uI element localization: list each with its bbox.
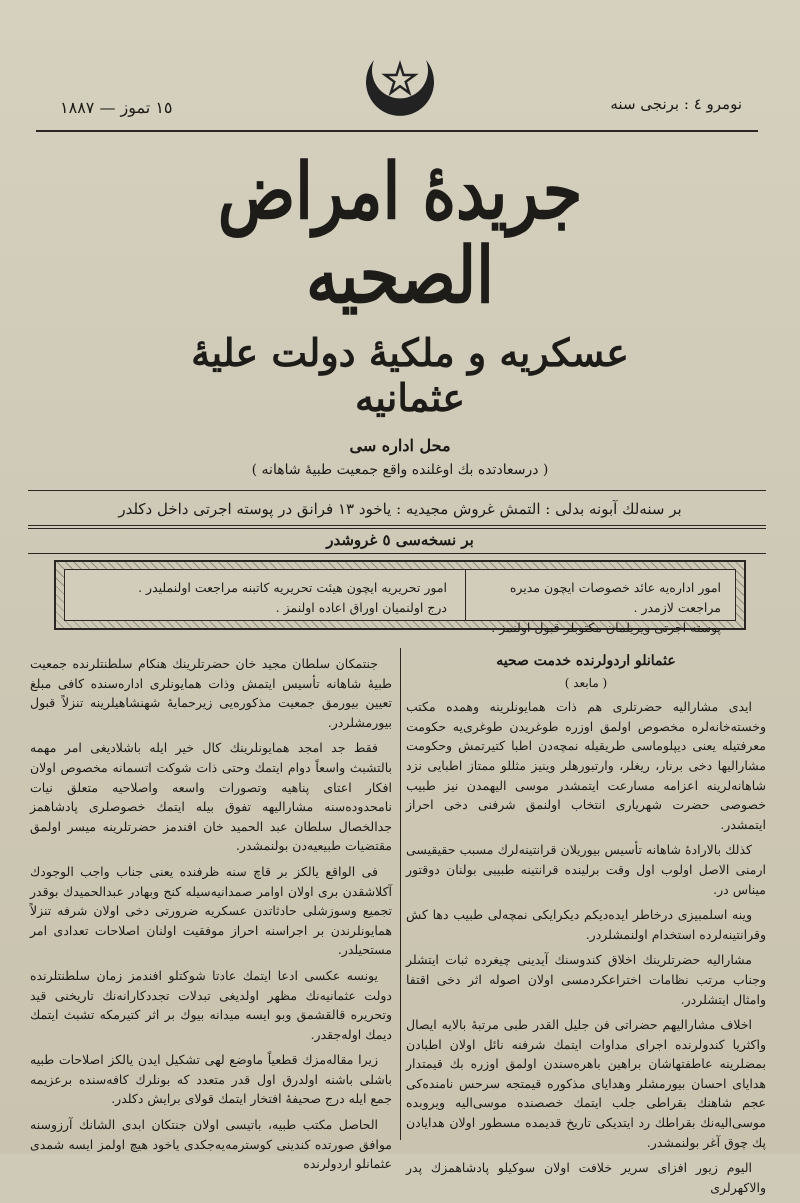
notice-left: [77, 578, 447, 618]
header-rule: [36, 130, 758, 132]
article-paragraph: یونسه عکسی ادعا ایتمك عادتا شوکتلو افندمز زمان سلطنتلرنده دولت عثمانیه‌نك مظهر اولدیغی تبدلات تجددکارانه‌نك تاریخنی قید وتحریره قالقشمق وبو ایسه میدانه بیوك بر اثر کتیرمکه تشبث ایتمك دیمك اوله‌جقدر.: [30, 967, 392, 1042]
notice-text: درج اولنمیان اوراق اعاده اولنمز .: [275, 600, 447, 615]
article-paragraph: جنتمکان سلطان مجید خان حضرتلرینك هنکام سلطنتلرنده جمعیت طبیۀ شاهانه تأسیس ایتمش وذات همایونلری اداره‌سنده کافی مبلغ تعیین بیورمق جمعیت مذکوره‌یی زیرحمایۀ شهنشاهیلرینه تنزلاً قبول بیورمشلردر.: [30, 656, 392, 730]
article-paragraph: فقط جد امجد همایونلرینك کال خیر ایله باشلادیغی امر مهمه بالتشبث واسعاً دوام ایتمك وحتی ذات شوکت اتسمانه مخصوص اولان افکار اعتای پناهیه وتصورات واسعه واصلاحیه متعلق نیات نامحدوده‌سنه مشارالیهه تفوق بیله ایتمك خصوصلری پادشاهمز جدالخصال سلطان عبد الحمید خان افندمز حضرتلرینه میسر اولمق مقتضیات طبیعیه‌دن بولنمشدر.: [30, 740, 392, 854]
article-paragraph: زیرا مقاله‌مزك قطعیاً ماوضع لهی تشکیل ایدن یالکز اصلاحات طبیه باشلی باشنه اولدرق اول قدر متعدد که بونلرك کافه‌سنده برعزیمه جمع ایله درج صحیفۀ افتخار ایتمك قولای برایش دکلدر.: [30, 1052, 392, 1107]
article-heading: عثمانلو اردولرنده خدمت صحیه: [496, 653, 676, 669]
crescent-star-emblem: [362, 50, 438, 120]
divider-rule: [28, 490, 766, 491]
issue-price: بر نسخه‌سی ٥ غروشدر: [326, 531, 474, 549]
article-left-column: [30, 654, 392, 1180]
newspaper-title: جریدۀ امراض الصحیه: [217, 146, 583, 322]
article-paragraph: فی الواقع یالکز بر قاچ سنه ظرفنده یعنی جناب واجب الوجودك آکلاشقدن بری اولان اوامر صمدانیه‌سیله کنج وبهادر عبدالحمیدك بوقدر تجمیع وسوزشلی حادثاتدن عسکریه ضرورتی دخی اولان شرفه تنزلاً همایونلرندن بر اجراسنه احراز موفقیت اولنان اصلاحات تعدادی امر مستحیلدر.: [30, 863, 392, 958]
article-subheading: ( مابعد ): [564, 675, 608, 690]
article-paragraph: كذلك بالارادۀ شاهانه تأسیس بیوریلان قرانتینه‌لرك مسبب حقیقیسی ارمنی الاصل اولوب اول وقت برلینده قرانتینه طبیبی بولنان دوقتور میناس در.: [406, 842, 766, 897]
divider-rule: [28, 528, 766, 529]
article-paragraph: الیوم زیور افزای سریر خلافت اولان سوکیلو پادشاهمزك پدر والاکهرلری: [406, 1160, 766, 1195]
issue-date: ١٥ تموز — ١٨٨٧: [60, 98, 173, 117]
subscription-terms: بر سنه‌لك آبونه بدلی : التمش غروش مجیدیه : یاخود ١٣ فرانق در پوسته اجرتی داخل دكلدر: [118, 500, 682, 518]
notice-text: امور اداره‌یه عائد خصوصات ایچون مدیره مراجعت لازمدر .: [509, 580, 721, 615]
notice-text: پوسته اجرتی ویریلمان مکتوبلر قبول اولنمز .: [491, 620, 721, 635]
office-address: ( درسعادتده بك اوغلنده واقع جمعیت طبیۀ شاهانه ): [251, 462, 549, 478]
notice-box: [54, 560, 746, 635]
notice-text: امور تحریریه ایچون هیئت تحریریه كاتبنه مراجعت اولنملیدر .: [138, 580, 447, 595]
article-right-column: [406, 652, 766, 1203]
notice-divider: [465, 570, 466, 620]
article-paragraph: الحاصل مکتب طبیه، باتیسی اولان جنتکان ابدی الشانك آرزوسنه موافق صورتده کندینی کوسترمه‌یه‌جکدی یاخود هیچ اولمز ایسه شمدی عثمانلو اردولرنده: [30, 1117, 392, 1172]
article-paragraph: وینه اسلمبیزی درخاطر ایده‌دیکم دیکرایکی نمچه‌لی طبیب دها کش وقرانتینه‌لرده استخدام اولنمشلردر.: [406, 907, 766, 942]
divider-rule: [28, 553, 766, 554]
notice-box-inner: [64, 569, 736, 635]
newspaper-subtitle: عسکریه و ملکیۀ دولت علیۀ عثمانیه: [191, 330, 629, 420]
notice-right: [471, 578, 721, 638]
article-paragraph: مشارالیه حضرتلرینك اخلاق کندوسنك آیدینی چیغرده ثبات ایتشلر وجناب مرتب نظامات اختراعکردمسی اولان اصوله اثر دخی اقتفا وامثال ایتشلردر.: [406, 952, 766, 1007]
article-paragraph: ایدی مشارالیه حضرتلری هم ذات همایونلرینه وهمده مکتب وخسته‌خانه‌لره مخصوص اولمق اوزره طوغریدن طوغری‌یه حکومت معرفتیله یعنی دیپلوماسی طریقیله نمچه‌دن اطبا کتیرتمش وحکومت مشارالیها دخی برنار، ریغلر، وارتبورهلر وینیز مثللو ممتاز اطبایی نزد شاهانه‌لرینه اعزامه مسارعت ایتمشدر موسی الیهمدن نیز طبیب خصوصی حضرت شهریاری انتخاب اولنمق شرفنی دخی احراز ایتمشدر.: [406, 699, 766, 832]
issue-number: نومرو ٤ : برنجی سنه: [610, 95, 742, 113]
office-title: محل اداره سی: [349, 436, 451, 455]
column-divider: [400, 648, 401, 1140]
divider-rule: [28, 525, 766, 526]
article-paragraph: اخلاف مشارالیهم حضراتی فن جلیل القدر طبی مرتبۀ بالایه ایصال واکثریا کندولرنده اجرای مداوات ایتمك شرفنه نائل اولان اطبادن بمضلرینه عاطفتهاشان براهین باهره‌سندن اولمق اوزره بك قیمتدار هدایای احسان بیورمشلر وهدایای مذکوره قیمتجه سرحس نامنده‌كی عجم شاهنك بقراطی جلب ایتمك خصصنده موسی‌الیه ویروبده موسی‌الیه‌نك بقراطك رد ایتدیکی تاریخ قدیمده مسطور اولان هدایادن پك چوق آغر بولنمشدر.: [406, 1017, 766, 1150]
